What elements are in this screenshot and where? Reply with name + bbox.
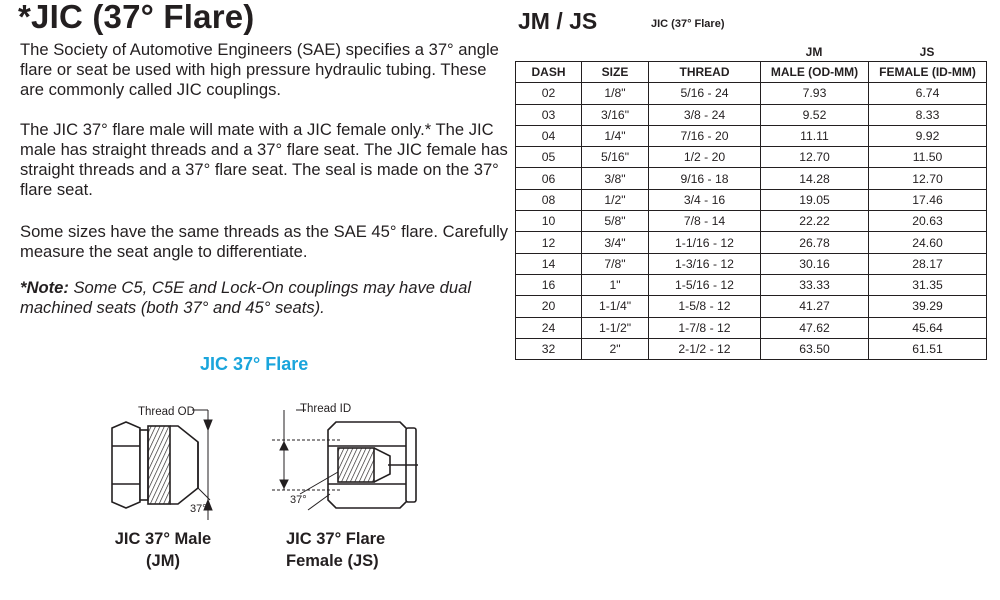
table-row: [516, 104, 987, 125]
mating-paragraph: The JIC 37° flare male will mate with a JIC female only.* The JIC male has straight threads and a 37° flare seat. The JIC female has straight threads and a 37° flare seat. The seal is made on the 37° flare seat.: [20, 120, 508, 199]
male-od-cell: 14.28: [761, 168, 869, 189]
male-od-cell: 26.78: [761, 232, 869, 253]
female-id-cell: 61.51: [869, 338, 987, 359]
male-od-cell: 22.22: [761, 211, 869, 232]
dash-cell: 06: [516, 168, 582, 189]
male-angle-label: 37°: [190, 503, 207, 515]
table-row: [516, 211, 987, 232]
dash-cell: 10: [516, 211, 582, 232]
dash-cell: 02: [516, 83, 582, 104]
group-label-js: JS: [919, 45, 935, 59]
intro-paragraph: The Society of Automotive Engineers (SAE) specifies a 37° angle flare or seat be used with high pressure hydraulic tubing. These are commonly called JIC couplings.: [20, 40, 499, 99]
male-thread-label: Thread OD: [138, 406, 195, 418]
size-cell: 1-1/4": [582, 296, 649, 317]
male-fitting-drawing: [112, 422, 198, 508]
female-id-cell: 12.70: [869, 168, 987, 189]
size-cell: 1/4": [582, 125, 649, 146]
dash-cell: 24: [516, 317, 582, 338]
header-male-od: MALE (OD-MM): [761, 62, 869, 83]
table-subtitle: JIC (37° Flare): [651, 18, 725, 30]
note-label: *Note:: [20, 278, 69, 297]
jic-spec-table: [515, 61, 987, 360]
dash-cell: 12: [516, 232, 582, 253]
thread-cell: 2-1/2 - 12: [649, 338, 761, 359]
female-id-cell: 39.29: [869, 296, 987, 317]
table-row: [516, 83, 987, 104]
size-cell: 1/2": [582, 189, 649, 210]
female-id-cell: 6.74: [869, 83, 987, 104]
dash-cell: 14: [516, 253, 582, 274]
female-id-cell: 45.64: [869, 317, 987, 338]
table-row: [516, 147, 987, 168]
dash-cell: 08: [516, 189, 582, 210]
thread-paragraph: Some sizes have the same threads as the SAE 45° flare. Carefully measure the seat angle to differentiate.: [20, 222, 509, 261]
thread-cell: 7/16 - 20: [649, 125, 761, 146]
female-fitting-drawing: [328, 422, 418, 508]
thread-cell: 3/4 - 16: [649, 189, 761, 210]
male-caption: [100, 528, 226, 572]
female-caption: [286, 528, 406, 572]
thread-cell: 1-7/8 - 12: [649, 317, 761, 338]
male-caption-line1: JIC 37° Male: [114, 530, 212, 548]
size-cell: 3/16": [582, 104, 649, 125]
size-cell: 5/8": [582, 211, 649, 232]
female-id-cell: 11.50: [869, 147, 987, 168]
table-body: [516, 83, 987, 360]
female-id-cell: 8.33: [869, 104, 987, 125]
male-od-cell: 11.11: [761, 125, 869, 146]
male-od-cell: 7.93: [761, 83, 869, 104]
note-paragraph: [20, 278, 510, 318]
thread-cell: 7/8 - 14: [649, 211, 761, 232]
male-od-cell: 33.33: [761, 274, 869, 295]
fitting-diagrams: [0, 390, 440, 530]
size-cell: 1/8": [582, 83, 649, 104]
female-id-cell: 17.46: [869, 189, 987, 210]
thread-cell: 1-1/16 - 12: [649, 232, 761, 253]
size-cell: 3/4": [582, 232, 649, 253]
diagram-title: JIC 37° Flare: [200, 354, 309, 374]
table-row: [516, 274, 987, 295]
size-cell: 5/16": [582, 147, 649, 168]
header-size: SIZE: [582, 62, 649, 83]
dash-cell: 20: [516, 296, 582, 317]
female-thread-label: Thread ID: [300, 403, 352, 415]
size-cell: 2": [582, 338, 649, 359]
male-od-cell: 30.16: [761, 253, 869, 274]
female-caption-line2: Female (JS): [286, 552, 379, 570]
note-text: Some C5, C5E and Lock-On couplings may have dual machined seats (both 37° and 45° seats).: [20, 278, 472, 317]
table-row: [516, 125, 987, 146]
header-thread: THREAD: [649, 62, 761, 83]
table-row: [516, 232, 987, 253]
male-od-cell: 9.52: [761, 104, 869, 125]
thread-cell: 1-5/16 - 12: [649, 274, 761, 295]
size-cell: 1": [582, 274, 649, 295]
male-od-cell: 12.70: [761, 147, 869, 168]
table-row: [516, 189, 987, 210]
female-caption-line1: JIC 37° Flare: [286, 530, 386, 548]
female-id-cell: 24.60: [869, 232, 987, 253]
thread-cell: 1-5/8 - 12: [649, 296, 761, 317]
table-title: JM / JS: [518, 8, 598, 34]
group-label-jm: JM: [805, 45, 823, 59]
table-header-row: [516, 62, 987, 83]
dash-cell: 16: [516, 274, 582, 295]
table-row: [516, 296, 987, 317]
female-id-cell: 31.35: [869, 274, 987, 295]
header-dash: DASH: [516, 62, 582, 83]
female-angle-label: 37°: [290, 494, 307, 506]
dash-cell: 32: [516, 338, 582, 359]
size-cell: 1-1/2": [582, 317, 649, 338]
table-row: [516, 253, 987, 274]
size-cell: 7/8": [582, 253, 649, 274]
thread-cell: 5/16 - 24: [649, 83, 761, 104]
male-od-cell: 19.05: [761, 189, 869, 210]
dash-cell: 03: [516, 104, 582, 125]
male-od-cell: 47.62: [761, 317, 869, 338]
female-id-cell: 9.92: [869, 125, 987, 146]
female-id-cell: 20.63: [869, 211, 987, 232]
male-od-cell: 63.50: [761, 338, 869, 359]
female-id-cell: 28.17: [869, 253, 987, 274]
male-od-cell: 41.27: [761, 296, 869, 317]
table-row: [516, 168, 987, 189]
size-cell: 3/8": [582, 168, 649, 189]
page-title: *JIC (37° Flare): [18, 0, 255, 35]
table-row: [516, 317, 987, 338]
thread-cell: 9/16 - 18: [649, 168, 761, 189]
male-caption-line2: (JM): [146, 552, 180, 570]
header-female-id: FEMALE (ID-MM): [869, 62, 987, 83]
table-row: [516, 338, 987, 359]
thread-cell: 3/8 - 24: [649, 104, 761, 125]
dash-cell: 05: [516, 147, 582, 168]
thread-cell: 1-3/16 - 12: [649, 253, 761, 274]
thread-cell: 1/2 - 20: [649, 147, 761, 168]
dash-cell: 04: [516, 125, 582, 146]
